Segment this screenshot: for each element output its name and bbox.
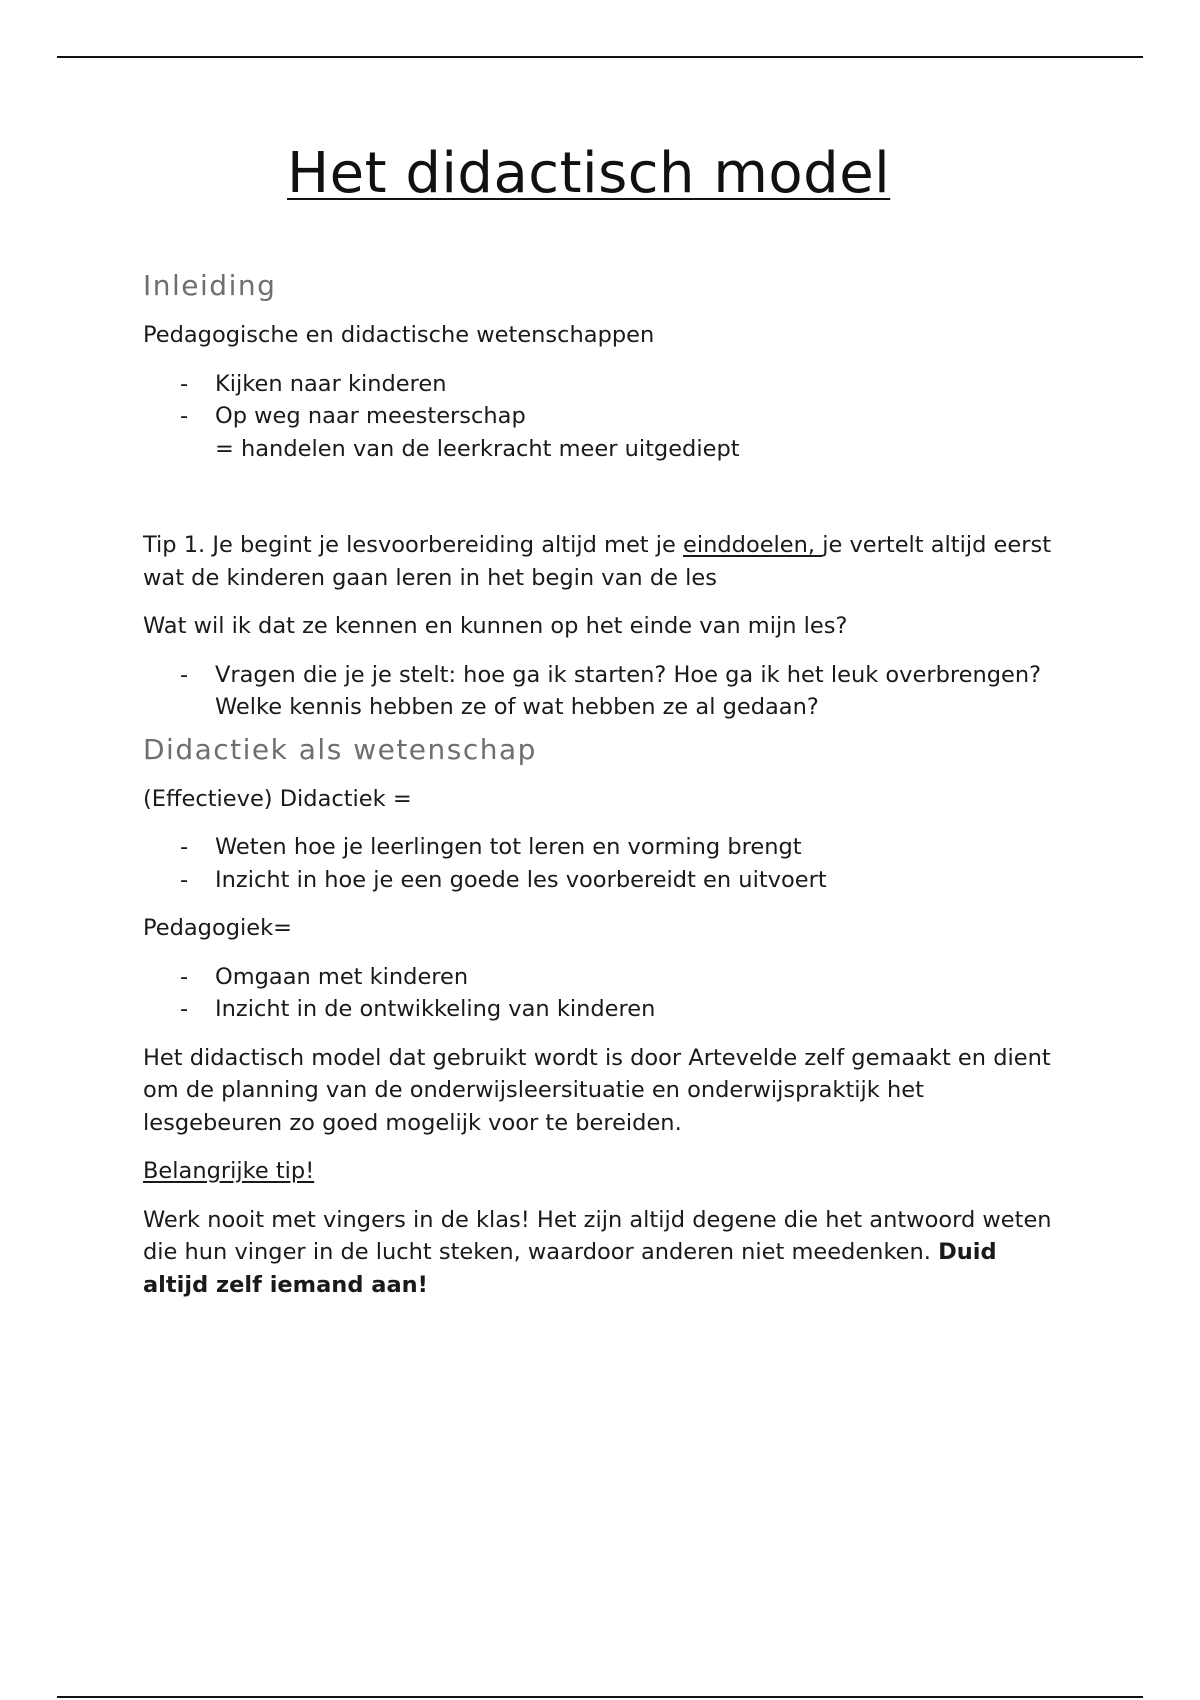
list-item-continuation: = handelen van de leerkracht meer uitgediept [215, 435, 740, 462]
heading-didactiek: Didactiek als wetenschap [143, 732, 537, 766]
list-item: - Inzicht in hoe je een goede les voorbereidt en uitvoert [143, 864, 1063, 897]
list-item: - Inzicht in de ontwikkeling van kinderen [143, 993, 1063, 1026]
bottom-rule [57, 1696, 1143, 1698]
tip-bold-text: Duid altijd zelf iemand aan! [143, 1239, 997, 1298]
didactiek-list [143, 831, 1063, 896]
important-tip-label: Belangrijke tip! [143, 1158, 315, 1184]
didactiek-label: (Effectieve) Didactiek = [143, 785, 412, 812]
list-item: - Weten hoe je leerlingen tot leren en vorming brengt [143, 831, 1063, 864]
intro-list [143, 368, 1063, 466]
tip1-paragraph: Tip 1. Je begint je lesvoorbereiding altijd met je einddoelen, je vertelt altijd eerst wat de kinderen gaan leren in het begin van de les [143, 532, 1052, 591]
question-list [143, 659, 1063, 724]
pedagogiek-list [143, 961, 1063, 1026]
list-item: - Omgaan met kinderen [143, 961, 1063, 994]
pedagogiek-label: Pedagogiek= [143, 915, 292, 941]
list-item: - Kijken naar kinderen [143, 368, 1063, 401]
question-paragraph: Wat wil ik dat ze kennen en kunnen op het einde van mijn les? [143, 613, 848, 639]
heading-inleiding: Inleiding [143, 269, 277, 302]
list-item: - Vragen die je je stelt: hoe ga ik starten? Hoe ga ik het leuk overbrengen? Welke kennis hebben ze of wat hebben ze al gedaan? [143, 659, 1063, 724]
document-page [143, 140, 1063, 1301]
model-paragraph: Het didactisch model dat gebruikt wordt is door Artevelde zelf gemaakt en dient om de planning van de onderwijsleersituatie en onderwijspraktijk het lesgebeuren zo goed mogelijk voor te bereiden. [143, 1044, 1051, 1136]
list-item: - Op weg naar meesterschap = handelen van de leerkracht meer uitgediept [143, 400, 1063, 465]
tip-paragraph: Werk nooit met vingers in de klas! Het zijn altijd degene die het antwoord weten die hun vinger in de lucht steken, waardoor anderen niet meedenken. Duid altijd zelf iemand aan! [143, 1206, 1052, 1298]
intro-paragraph: Pedagogische en didactische wetenschappen [143, 322, 655, 348]
document-title: Het didactisch model [287, 141, 891, 206]
top-rule [57, 56, 1143, 58]
einddoelen-underlined: einddoelen, [683, 532, 823, 558]
